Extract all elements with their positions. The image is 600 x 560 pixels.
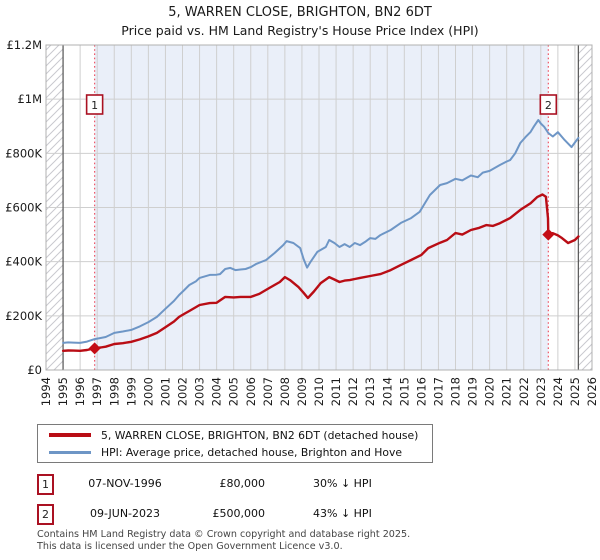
x-tick-label: 1996 <box>73 377 88 407</box>
x-tick-label: 2016 <box>414 377 429 407</box>
x-tick-label: 2024 <box>550 377 565 407</box>
y-tick-label: £1.2M <box>6 38 42 52</box>
y-tick-label: £800K <box>5 146 42 161</box>
legend-item-property <box>49 428 432 442</box>
x-tick-label: 2008 <box>277 377 292 407</box>
legend-label: HPI: Average price, detached house, Brighton and Hove <box>101 445 403 459</box>
x-tick-label: 2002 <box>175 377 190 407</box>
event-number-label: 2 <box>544 99 552 112</box>
x-tick-label: 2022 <box>516 377 531 407</box>
page-title: 5, WARREN CLOSE, BRIGHTON, BN2 6DT <box>168 5 432 20</box>
sale-2-price: £500,000 <box>212 507 265 520</box>
sale-2-date: 09-JUN-2023 <box>89 507 161 520</box>
x-tick-label: 2013 <box>363 377 378 407</box>
x-tick-label: 2023 <box>533 377 548 407</box>
sale-1-number-box: 1 <box>37 474 54 495</box>
sale-2-number-box: 2 <box>37 504 54 525</box>
y-tick-label: £200K <box>5 308 42 323</box>
y-tick-label: £600K <box>5 200 42 215</box>
x-tick-label: 2017 <box>431 377 446 407</box>
y-tick-label: £0 <box>27 363 42 377</box>
sale-1-price: £80,000 <box>219 477 265 490</box>
footer-line-2: This data is licensed under the Open Government Licence v3.0. <box>37 540 343 552</box>
y-tick-label: £400K <box>5 254 42 269</box>
x-tick-label: 2025 <box>567 377 582 407</box>
y-tick-label: £1M <box>17 92 42 107</box>
footer-line-1: Contains HM Land Registry data © Crown copyright and database right 2025. <box>37 529 411 540</box>
sale-1-hpi-delta: 30% ↓ HPI <box>313 477 372 490</box>
x-tick-label: 2026 <box>585 377 599 407</box>
x-tick-label: 2014 <box>380 377 395 407</box>
x-tick-label: 2011 <box>329 377 344 407</box>
x-tick-label: 2019 <box>465 377 480 407</box>
x-tick-label: 1997 <box>90 377 105 407</box>
x-tick-label: 2009 <box>294 377 309 407</box>
x-tick-label: 2012 <box>346 377 361 407</box>
x-tick-label: 2001 <box>158 377 173 407</box>
x-tick-label: 2010 <box>312 377 326 407</box>
x-tick-label: 2003 <box>192 377 207 407</box>
property-line-swatch <box>49 433 91 437</box>
event-number-label: 1 <box>91 99 99 112</box>
x-tick-label: 2021 <box>499 377 514 407</box>
chart-legend <box>37 424 433 463</box>
legend-label: 5, WARREN CLOSE, BRIGHTON, BN2 6DT (detached house) <box>101 428 419 442</box>
hpi-line-swatch <box>49 451 91 454</box>
x-tick-label: 1995 <box>56 377 71 407</box>
x-tick-label: 2020 <box>482 377 497 407</box>
x-tick-label: 1994 <box>39 377 53 407</box>
legend-item-hpi <box>49 445 432 459</box>
x-tick-label: 1999 <box>124 377 139 407</box>
sale-2-hpi-delta: 43% ↓ HPI <box>313 507 372 520</box>
copyright-footer <box>37 529 410 552</box>
x-tick-label: 2005 <box>226 377 241 407</box>
x-tick-label: 1998 <box>107 377 122 407</box>
x-tick-label: 2000 <box>141 377 156 407</box>
x-tick-label: 2018 <box>448 377 463 407</box>
page-subtitle: Price paid vs. HM Land Registry's House Price Index (HPI) <box>121 23 479 38</box>
x-tick-label: 2015 <box>397 377 412 407</box>
x-tick-label: 2006 <box>243 377 258 407</box>
x-tick-label: 2004 <box>209 377 224 407</box>
sale-1-date: 07-NOV-1996 <box>88 477 162 490</box>
x-tick-label: 2007 <box>260 377 275 407</box>
